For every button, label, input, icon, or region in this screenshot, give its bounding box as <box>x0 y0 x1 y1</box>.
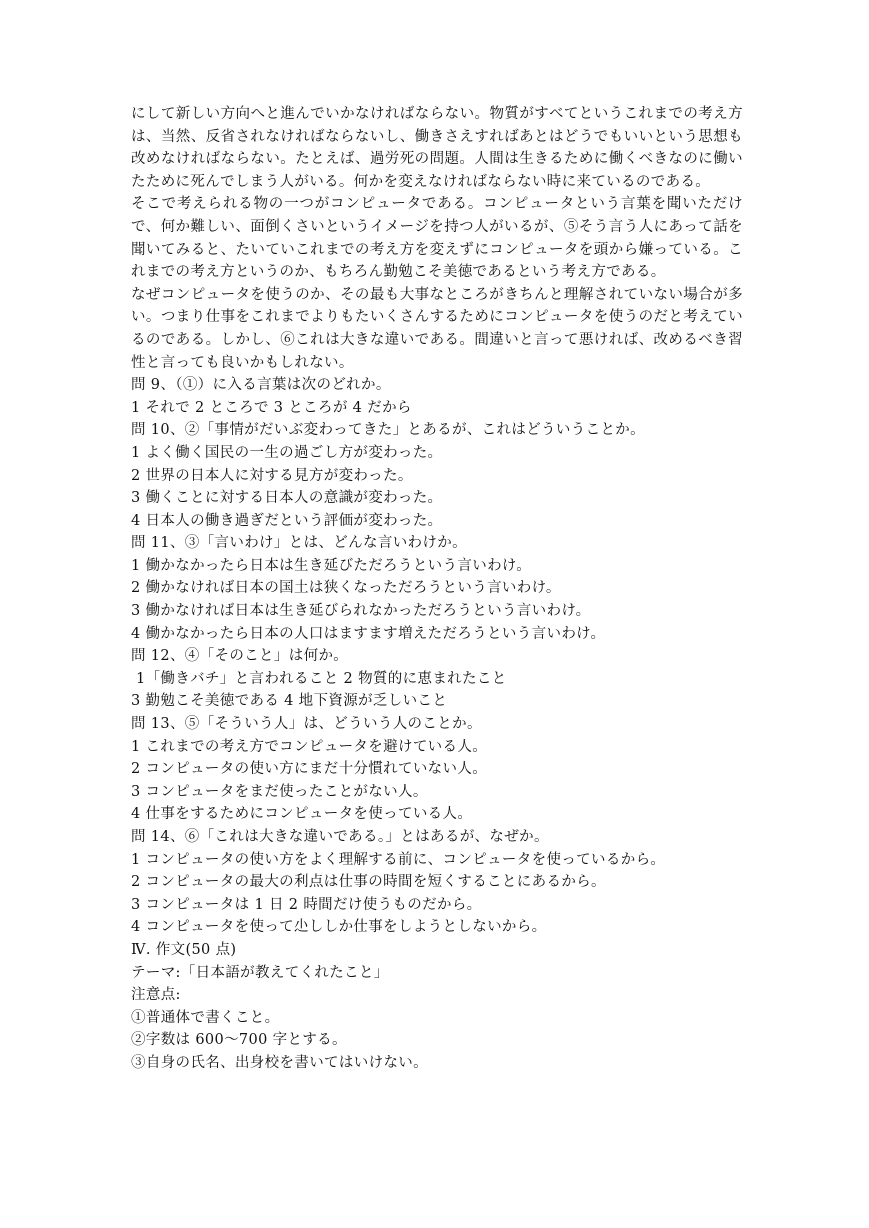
question-10-option-2: 2 世界の日本人に対する見方が変わった。 <box>131 467 413 484</box>
question-11-option-2: 2 働かなければ日本の国土は狭くなっただろうという言いわけ。 <box>131 580 561 597</box>
question-11-option-1: 1 働かなかったら日本は生き延びただろうという言いわけ。 <box>131 557 532 574</box>
note-1: ①普通体で書くこと。 <box>131 1009 280 1026</box>
notes-heading: 注意点: <box>131 987 181 1004</box>
passage-paragraph-3: なぜコンピュータを使うのか、その最も大事なところがきちんと理解されていない場合が多い。つまり仕事をこれまでよりもたいくさんするためにコンピュータを使うのだと考えているのである。しかし、⑥これは大きな違いである。間違いと言って悪ければ、改めるべき習性と言っても良いかもしれない。 <box>131 286 743 371</box>
question-14-option-2: 2 コンピュータの最大の利点は仕事の時間を短くすることにあるから。 <box>131 874 606 891</box>
question-14-option-4: 4 コンピュータを使って尐ししか仕事をしようとしないから。 <box>131 919 547 936</box>
question-11-option-3: 3 働かなければ日本は生き延びられなかっただろうという言いわけ。 <box>131 603 591 620</box>
question-11: 問 11、③「言いわけ」とは、どんな言いわけか。 <box>131 535 467 552</box>
composition-theme: テーマ:「日本語が教えてくれたこと」 <box>131 964 389 981</box>
question-12-options-b: 3 勤勉こそ美徳である 4 地下資源が乏しいこと <box>131 693 448 710</box>
question-14-option-1: 1 コンピュータの使い方をよく理解する前に、コンピュータを使っているから。 <box>131 851 666 868</box>
question-10-option-4: 4 日本人の働き過ぎだという評価が変わった。 <box>131 512 443 529</box>
document-page <box>131 103 743 1075</box>
question-13: 問 13、⑤「そういう人」は、どういう人のことか。 <box>131 716 482 733</box>
question-11-option-4: 4 働かなかったら日本の人口はますます増えただろうという言いわけ。 <box>131 625 606 642</box>
question-9-options: 1 それで 2 ところで 3 ところが 4 だから <box>131 399 412 416</box>
question-14: 問 14、⑥「これは大きな違いである。」とはあるが、なぜか。 <box>131 829 549 845</box>
note-2: ②字数は 600～700 字とする。 <box>131 1032 347 1049</box>
question-14-option-3: 3 コンピュータは 1 日 2 時間だけ使うものだから。 <box>131 896 482 913</box>
question-13-option-2: 2 コンピュータの使い方にまだ十分慣れていない人。 <box>131 761 488 778</box>
passage-paragraph-2: そこで考えられる物の一つがコンピュータである。コンピュータという言葉を聞いただけで、何か難しい、面倒くさいというイメージを持つ人がいるが、⑤そう言う人にあって話を聞いてみると、たいていこれまでの考え方を変えずにコンピュータを頭から嫌っている。これまでの考え方というのか、もちろん勤勉こそ美徳であるという考え方である。 <box>131 196 743 281</box>
question-10-option-1: 1 よく働く国民の一生の過ごし方が変わった。 <box>131 444 443 461</box>
question-10-option-3: 3 働くことに対する日本人の意識が変わった。 <box>131 490 443 507</box>
question-13-option-4: 4 仕事をするためにコンピュータを使っている人。 <box>131 806 473 823</box>
question-12: 問 12、④「そのこと」は何か。 <box>131 648 349 665</box>
question-13-option-3: 3 コンピュータをまだ使ったことがない人。 <box>131 783 428 800</box>
note-3: ③自身の氏名、出身校を書いてはいけない。 <box>131 1054 428 1071</box>
question-13-option-1: 1 これまでの考え方でコンピュータを避けている人。 <box>131 738 488 755</box>
section-heading-composition: Ⅳ. 作文(50 点) <box>131 941 237 958</box>
question-10: 問 10、②「事情がだいぶ変わってきた」とあるが、これはどういうことか。 <box>131 422 646 439</box>
question-12-options-a: 1「働きバチ」と言われること 2 物質的に恵まれたこと <box>131 670 507 687</box>
passage-paragraph-1: にして新しい方向へと進んでいかなければならない。物質がすべてというこれまでの考え方は、当然、反省されなければならないし、働きさえすればあとはどうでもいいという思想も改めなければならない。たとえば、過労死の問題。人間は生きるために働くべきなのに働いたために死んでしまう人がいる。何かを変えなければならない時に来ているのである。 <box>131 106 743 190</box>
question-9: 問 9、（①）に入る言葉は次のどれか。 <box>131 377 391 394</box>
